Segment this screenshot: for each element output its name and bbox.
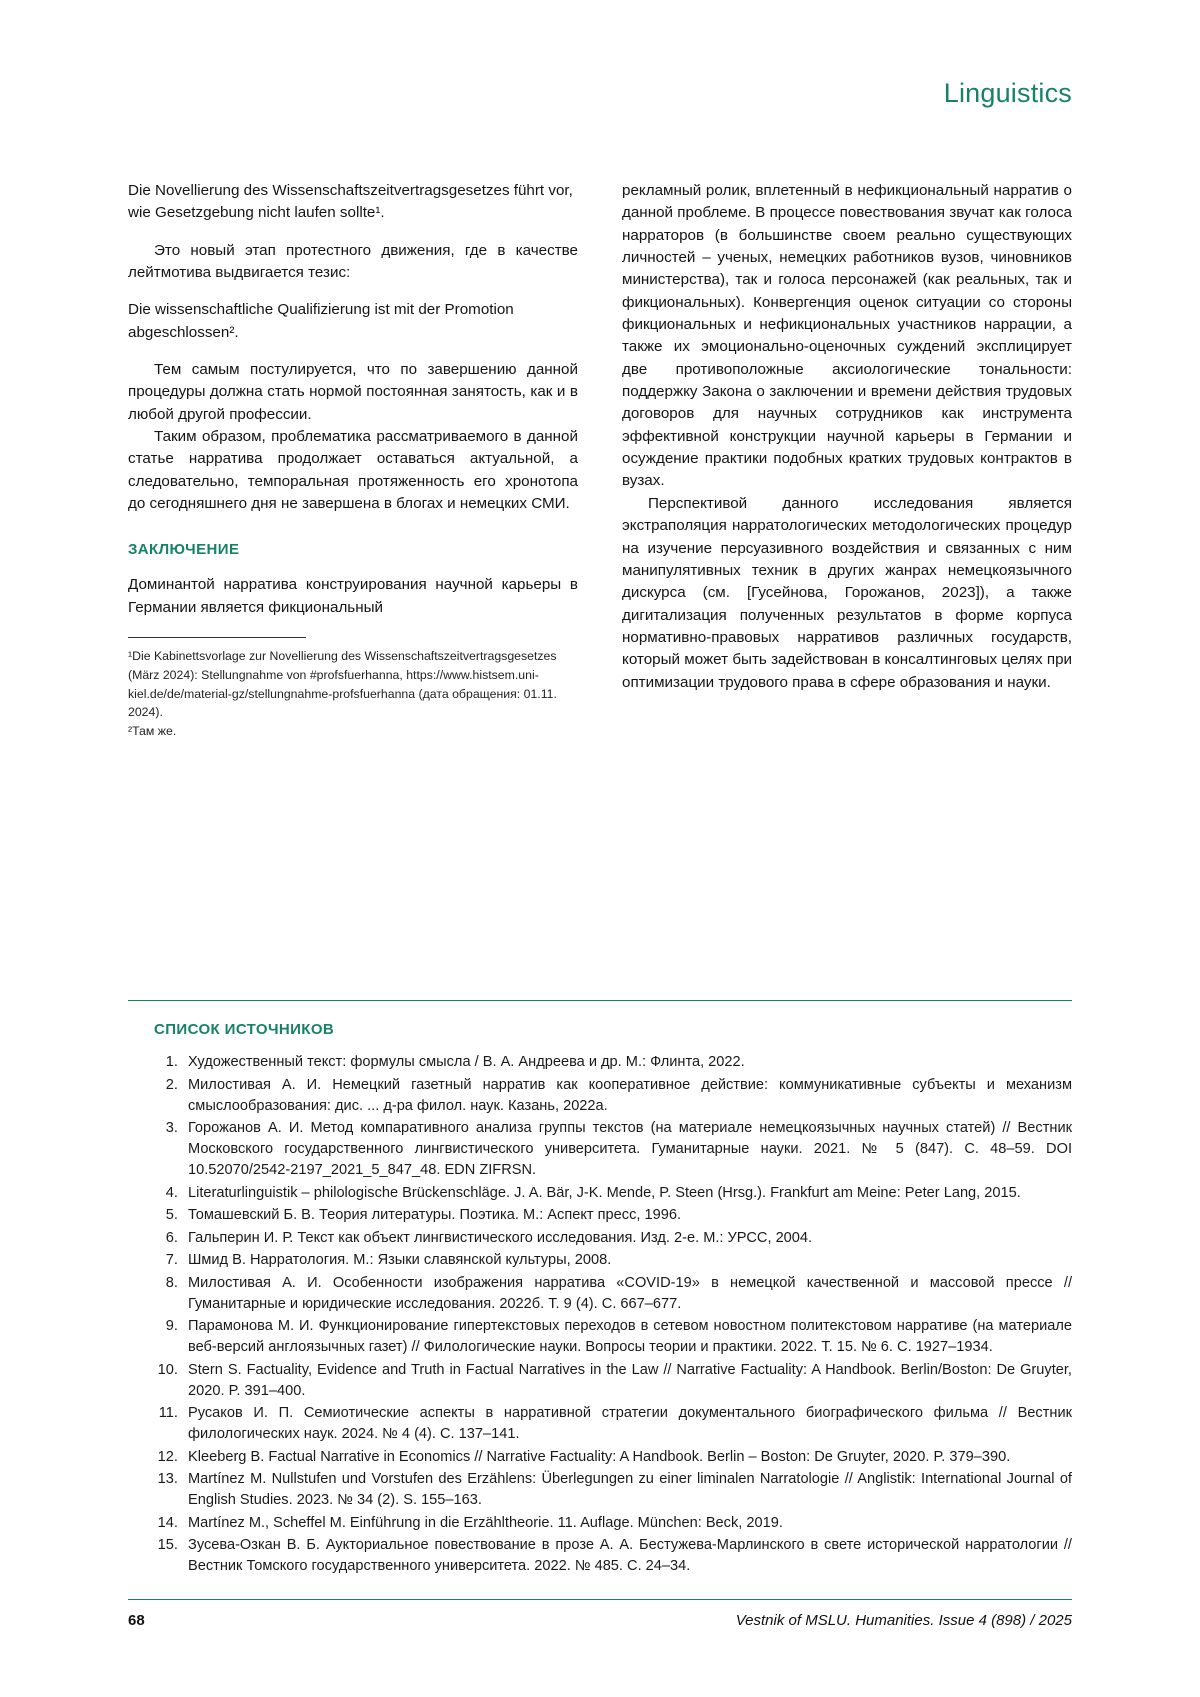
list-item: 5. Томашевский Б. В. Теория литературы. Поэтика. М.: Аспект пресс, 1996. <box>182 1205 1072 1226</box>
footnote-2: ²Там же. <box>128 723 177 738</box>
running-head: Linguistics <box>943 78 1072 108</box>
paragraph-left-2: Тем самым постулируется, что по завершению данной процедуры должна стать нормой постоянная занятость, как и в любой другой профессии. <box>128 361 578 423</box>
section-heading-conclusion: ЗАКЛЮЧЕНИЕ <box>128 541 240 559</box>
list-item: 3. Горожанов А. И. Метод компаративного анализа группы текстов (на материале немецкоязычных научных статей) // Вестник Московского государственного лингвистического университета. Гуманитарные науки. 2021. № 5 (847). С. 48–59. DOI 10.52070/2542-2197_2021_5_847_48. EDN ZIFRSN. <box>182 1118 1072 1181</box>
article-body <box>128 180 1072 741</box>
footer-rule <box>128 1599 1072 1600</box>
block-quote-2: Die wissenschaftliche Qualifizierung ist mit der Promotion abgeschlossen². <box>128 301 514 341</box>
list-item: 13. Martínez M. Nullstufen und Vorstufen des Erzählens: Überlegungen zu einer liminalen Narratologie // Anglistik: International Journal of English Studies. 2023. № 34 (2). S. 155–163. <box>182 1469 1072 1511</box>
two-column-layout <box>128 180 1072 741</box>
journal-citation: Vestnik of MSLU. Humanities. Issue 4 (898) / 2025 <box>735 1612 1072 1629</box>
right-column <box>622 180 1072 741</box>
list-item: 15. Зусева-Озкан В. Б. Аукториальное повествование в прозе А. А. Бестужева-Марлинского в свете исторической нарратологии // Вестник Томского государственного университета. 2022. № 485. С. 24–34. <box>182 1535 1072 1577</box>
list-item: 12. Kleeberg B. Factual Narrative in Economics // Narrative Factuality: A Handbook. Berlin – Boston: De Gruyter, 2020. P. 379–390. <box>182 1447 1072 1468</box>
list-item: 9. Парамонова М. И. Функционирование гипертекстовых переходов в сетевом новостном политекстовом нарративе (на материале веб-версий англоязычных газет) // Филологические науки. Вопросы теории и практики. 2022. Т. 15. № 6. С. 1927–1934. <box>182 1316 1072 1358</box>
paragraph-right-2: Перспективой данного исследования является экстраполяция нарратологических методологических процедур на изучение персуазивного воздействия и связанных с ним манипулятивных техник в других жанрах немецкоязычного дискурса (см. [Гусейнова, Горожанов, 2023]), а также дигитализация полученных результатов в форме корпуса нормативно-правовых нарративов различных государств, который может быть задействован в консалтинговых целях при оптимизации трудового права в сфере образования и науки. <box>622 494 1072 691</box>
block-quote-1: Die Novellierung des Wissenschaftszeitvertragsgesetzes führt vor, wie Gesetzgebung nicht laufen sollte¹. <box>128 182 573 222</box>
left-column <box>128 180 578 741</box>
page-number: 68 <box>128 1612 145 1629</box>
list-item: 1. Художественный текст: формулы смысла / В. А. Андреева и др. М.: Флинта, 2022. <box>182 1052 1072 1073</box>
paragraph-left-3: Таким образом, проблематика рассматриваемого в данной статье нарратива продолжает оставаться актуальной, а следовательно, темпоральная протяженность его хронотопа до сегодняшнего дня не завершена в блогах и немецких СМИ. <box>128 428 578 513</box>
list-item: 4. Literaturlinguistik – philologische Brückenschläge. J. A. Bär, J-K. Mende, P. Steen (Hrsg.). Frankfurt am Meine: Peter Lang, 2015. <box>182 1183 1072 1204</box>
list-item: 2. Милостивая А. И. Немецкий газетный нарратив как кооперативное действие: коммуникативные субъекты и механизм смыслообразования: дис. ... д-ра филол. наук. Казань, 2022а. <box>182 1075 1072 1117</box>
paragraph-right-1: рекламный ролик, вплетенный в нефикциональный нарратив о данной проблеме. В процессе повествования звучат как голоса нарраторов (в большинстве своем реально существующих личностей – ученых, немецких работников вузов, чиновников министерства), так и голоса персонажей (как реальных, так и фикциональных). Конвергенция оценок ситуации со стороны фикциональных и нефикциональных участников наррации, а также их эмоционально-оценочных суждений эксплицирует две противоположные аксиологические тональности: поддержку Закона о заключении и времени действия трудовых договоров для научных сотрудников как инструмента эффективной конструкции научной карьеры в Германии и осуждение практики подобных кратких трудовых контрактов в вузах. <box>622 182 1072 490</box>
paragraph-left-4: Доминантой нарратива конструирования научной карьеры в Германии является фикциональный <box>128 576 578 616</box>
references-list <box>128 1052 1072 1577</box>
list-item: 6. Гальперин И. Р. Текст как объект лингвистического исследования. Изд. 2-е. М.: УРСС, 2004. <box>182 1228 1072 1249</box>
footnote-separator <box>128 637 306 638</box>
references-heading: СПИСОК ИСТОЧНИКОВ <box>154 1021 335 1038</box>
references-section <box>128 1000 1072 1579</box>
list-item: 7. Шмид В. Нарратология. М.: Языки славянской культуры, 2008. <box>182 1250 1072 1271</box>
page-footer <box>128 1599 1072 1629</box>
paragraph-left-1: Это новый этап протестного движения, где в качестве лейтмотива выдвигается тезис: <box>128 241 578 282</box>
list-item: 10. Stern S. Factuality, Evidence and Truth in Factual Narratives in the Law // Narrative Factuality: A Handbook. Berlin/Boston: De Gruyter, 2020. P. 391–400. <box>182 1360 1072 1402</box>
list-item: 11. Русаков И. П. Семиотические аспекты в нарративной стратегии документального биографического фильма // Вестник филологических наук. 2024. № 4 (4). С. 137–141. <box>182 1403 1072 1445</box>
list-item: 14. Martínez M., Scheffel M. Einführung in die Erzähltheorie. 11. Auflage. München: Beck, 2019. <box>182 1513 1072 1534</box>
footer-row <box>128 1612 1072 1629</box>
list-item: 8. Милостивая А. И. Особенности изображения нарратива «COVID-19» в немецкой качественной и массовой прессе // Гуманитарные и юридические исследования. 2022б. Т. 9 (4). С. 667–677. <box>182 1273 1072 1315</box>
footnote-1: ¹Die Kabinettsvorlage zur Novellierung des Wissenschaftszeitvertragsgesetzes (März 2024): Stellungnahme von #profsfuerhanna, https://www.histsem.uni-kiel.de/de/material-gz/stellungnahme-profsfuerhanna (дата обращения: 01.11. 2024). <box>128 649 557 720</box>
references-top-rule <box>128 1000 1072 1001</box>
